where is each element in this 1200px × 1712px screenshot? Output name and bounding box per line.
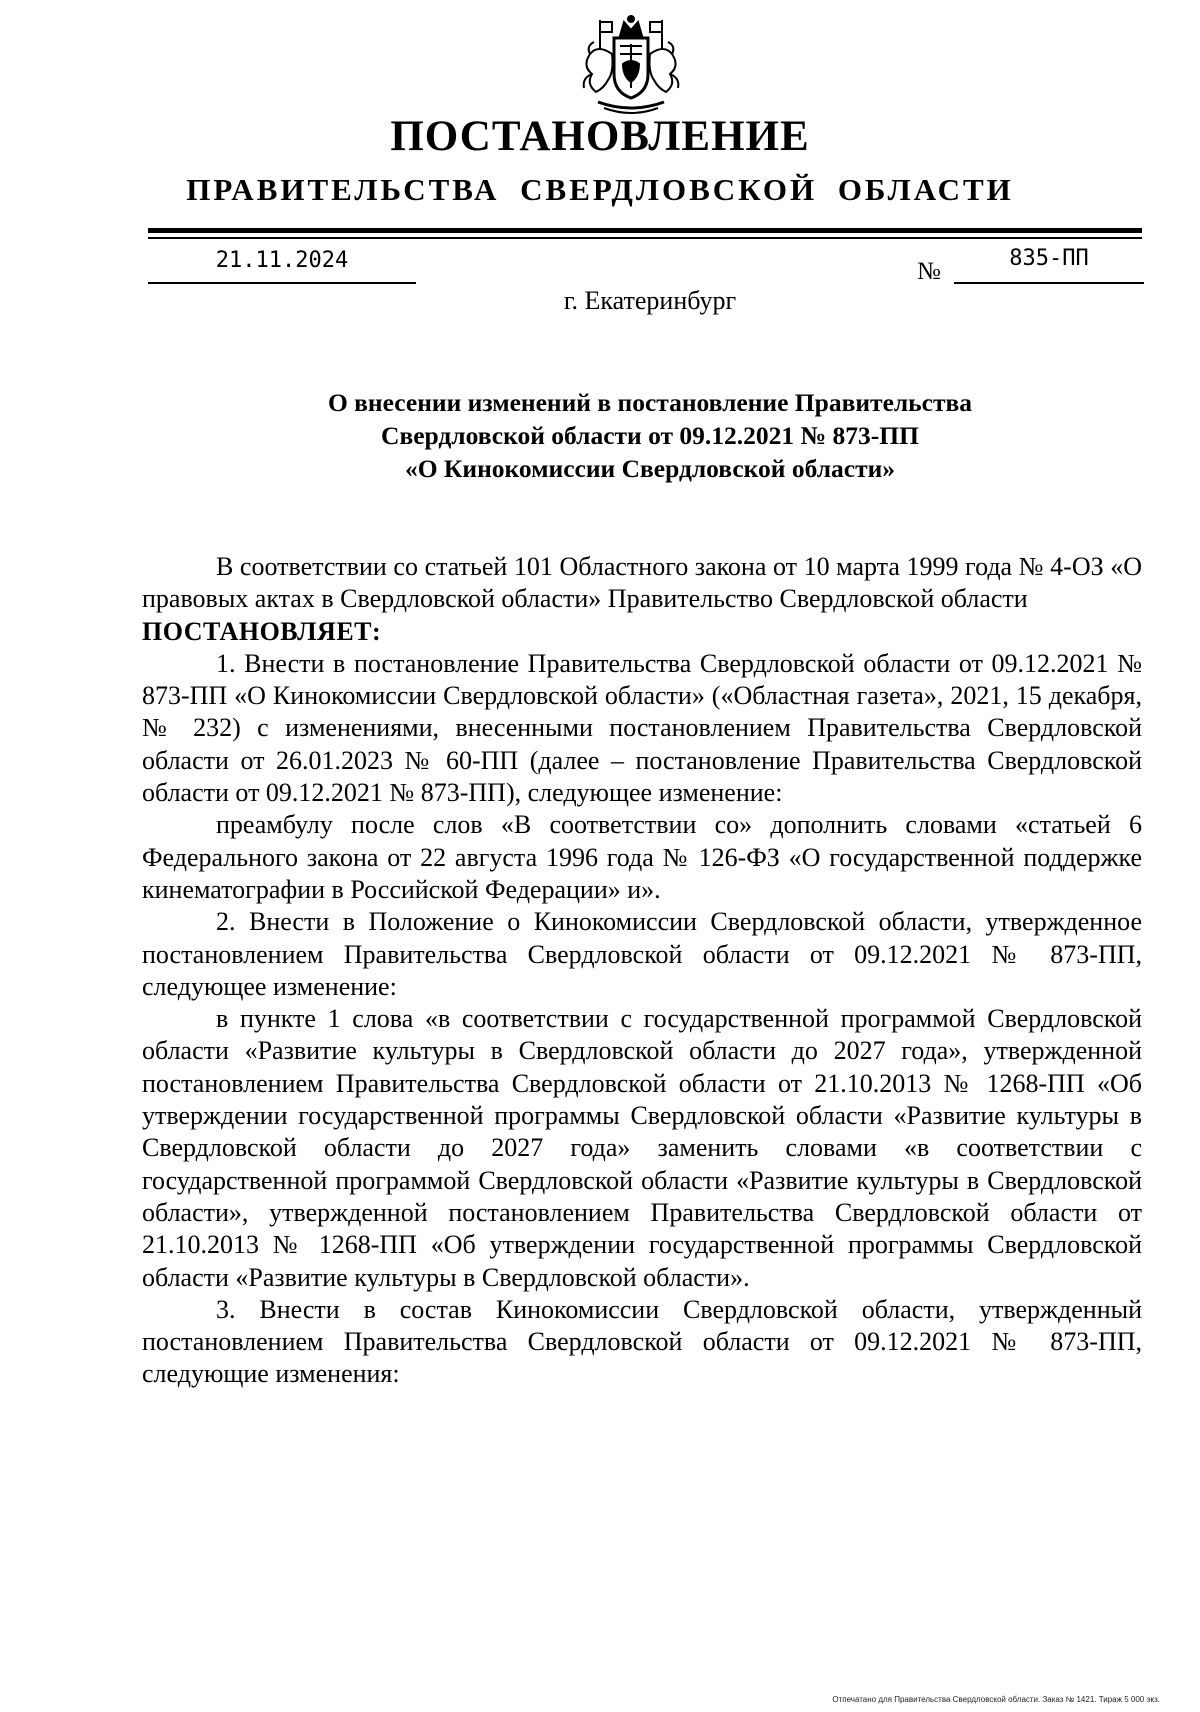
document-body (142, 551, 1142, 1391)
heading-line-1: О внесении изменений в постановление Правительства (327, 388, 973, 417)
heading-line-2: Свердловской области от 09.12.2021 № 873-ПП (381, 421, 919, 450)
coat-of-arms-icon (568, 14, 694, 118)
header-rule-thick (148, 228, 1142, 233)
preamble-paragraph: В соответствии со статьей 101 Областного закона от 10 марта 1999 года № 4-ОЗ «О правовых актах в Свердловской области» Правительство Свердловской области (142, 552, 1142, 614)
header-rule-thin (148, 237, 1142, 239)
decree-word: ПОСТАНОВЛЯЕТ: (142, 616, 382, 646)
document-subtitle: ПРАВИТЕЛЬСТВА СВЕРДЛОВСКОЙ ОБЛАСТИ (186, 172, 1014, 207)
paragraph-3: 3. Внести в состав Кинокомиссии Свердловской области, утвержденный постановлением Правительства Свердловской области от 09.12.2021 № 873-ПП, следующие изменения: (142, 1294, 1142, 1389)
document-date: 21.11.2024 (148, 244, 416, 284)
document-title: ПОСТАНОВЛЕНИЕ (390, 113, 810, 160)
number-sign: № (917, 258, 941, 285)
print-footer: Отпечатано для Правительства Свердловской области. Заказ № 1421. Тираж 5 000 экз. (832, 1695, 1160, 1704)
document-number: 835-ПП (954, 242, 1144, 284)
document-heading (0, 386, 1200, 485)
paragraph-2: 2. Внести в Положение о Кинокомиссии Свердловской области, утвержденное постановлением Правительства Свердловской области от 09.12.2021 № 873-ПП, следующее изменение: (142, 907, 1142, 1001)
heading-line-3: «О Кинокомиссии Свердловской области» (404, 454, 896, 483)
paragraph-1-amendment: преамбулу после слов «В соответствии со» дополнить словами «статьей 6 Федерального закона от 22 августа 1996 года № 126-ФЗ «О государственной поддержке кинематографии в Российской Федерации» и». (142, 810, 1142, 904)
paragraph-2-amendment: в пункте 1 слова «в соответствии с государственной программой Свердловской области «Развитие культуры в Свердловской области до 2027 года», утвержденной постановлением Правительства Свердловской области от 21.10.2013 № 1268-ПП «Об утверждении государственной программы Свердловской области «Развитие культуры в Свердловской области до 2027 года» заменить словами «в соответствии с государственной программой Свердловской области «Развитие культуры в Свердловской области», утвержденной постановлением Правительства Свердловской области от 21.10.2013 № 1268-ПП «Об утверждении государственной программы Свердловской области «Развитие культуры в Свердловской области». (142, 1004, 1142, 1292)
city: г. Екатеринбург (563, 286, 737, 315)
paragraph-1: 1. Внести в постановление Правительства Свердловской области от 09.12.2021 № 873-ПП «О Кинокомиссии Свердловской области» («Областная газета», 2021, 15 декабря, № 232) с изменениями, внесенными постановлением Правительства Свердловской области от 26.01.2023 № 60-ПП (далее – постановление Правительства Свердловской области от 09.12.2021 № 873-ПП), следующее изменение: (142, 648, 1142, 808)
